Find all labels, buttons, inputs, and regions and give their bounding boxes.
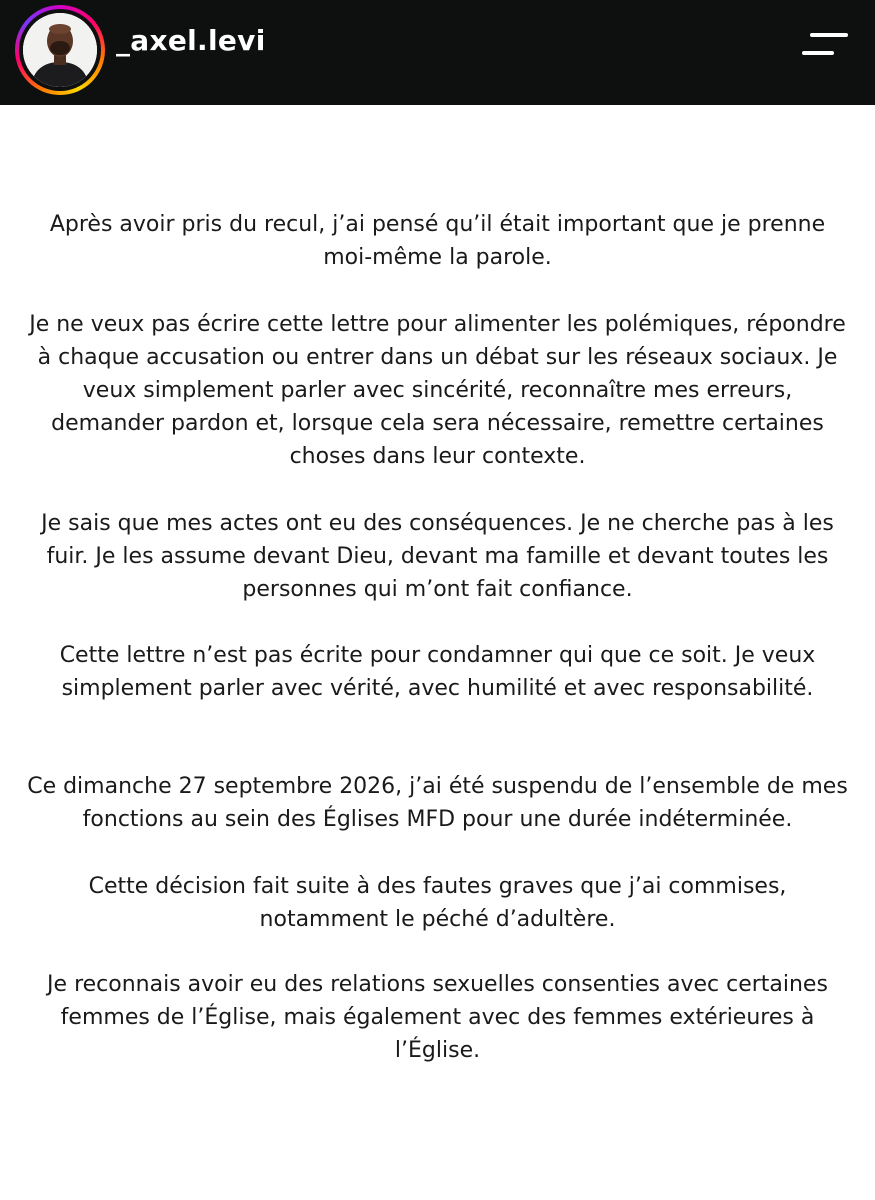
letter-paragraph [20,770,855,836]
text-line: Je ne veux pas écrire cette lettre pour alimenter les polémiques, répondre [29,312,846,337]
text-line: notamment le péché d’adultère. [259,907,616,932]
letter-paragraph [20,308,855,473]
text-line: l’Église. [394,1038,481,1063]
letter-paragraph [20,639,855,705]
letter-paragraph [20,968,855,1067]
text-line: Ce dimanche 27 septembre 2026, j’ai été suspendu de l’ensemble de mes [27,774,848,799]
hamburger-menu-icon-bottom [802,51,834,55]
text-line: fuir. Je les assume devant Dieu, devant ma famille et devant toutes les [46,544,829,569]
text-line: choses dans leur contexte. [289,444,586,469]
story-ring[interactable] [15,5,105,95]
username[interactable]: _axel.levi [116,24,266,57]
text-line: demander pardon et, lorsque cela sera nécessaire, remettre certaines [51,411,824,436]
letter-paragraph [20,208,855,274]
profile-header [0,0,875,105]
profile-photo-icon [23,13,97,87]
text-line: à chaque accusation ou entrer dans un débat sur les réseaux sociaux. Je [37,345,838,370]
hamburger-menu-icon [810,33,848,37]
menu-button[interactable] [800,30,850,60]
letter-paragraph [20,870,855,936]
text-line: Je sais que mes actes ont eu des conséquences. Je ne cherche pas à les [41,511,834,536]
text-line: personnes qui m’ont fait confiance. [242,577,633,602]
text-line: femmes de l’Église, mais également avec des femmes extérieures à [60,1005,815,1030]
text-line: Je reconnais avoir eu des relations sexuelles consenties avec certaines [47,972,828,997]
letter-paragraph [20,507,855,606]
text-line: Cette décision fait suite à des fautes graves que j’ai commises, [88,874,787,899]
text-line: veux simplement parler avec sincérité, reconnaître mes erreurs, [82,378,793,403]
text-line: moi-même la parole. [323,245,552,270]
text-line: simplement parler avec vérité, avec humilité et avec responsabilité. [61,676,814,701]
text-line: fonctions au sein des Églises MFD pour une durée indéterminée. [82,807,793,832]
text-line: Cette lettre n’est pas écrite pour condamner qui que ce soit. Je veux [59,643,816,668]
avatar[interactable] [23,13,97,87]
text-line: Après avoir pris du recul, j’ai pensé qu’il était important que je prenne [49,212,826,237]
